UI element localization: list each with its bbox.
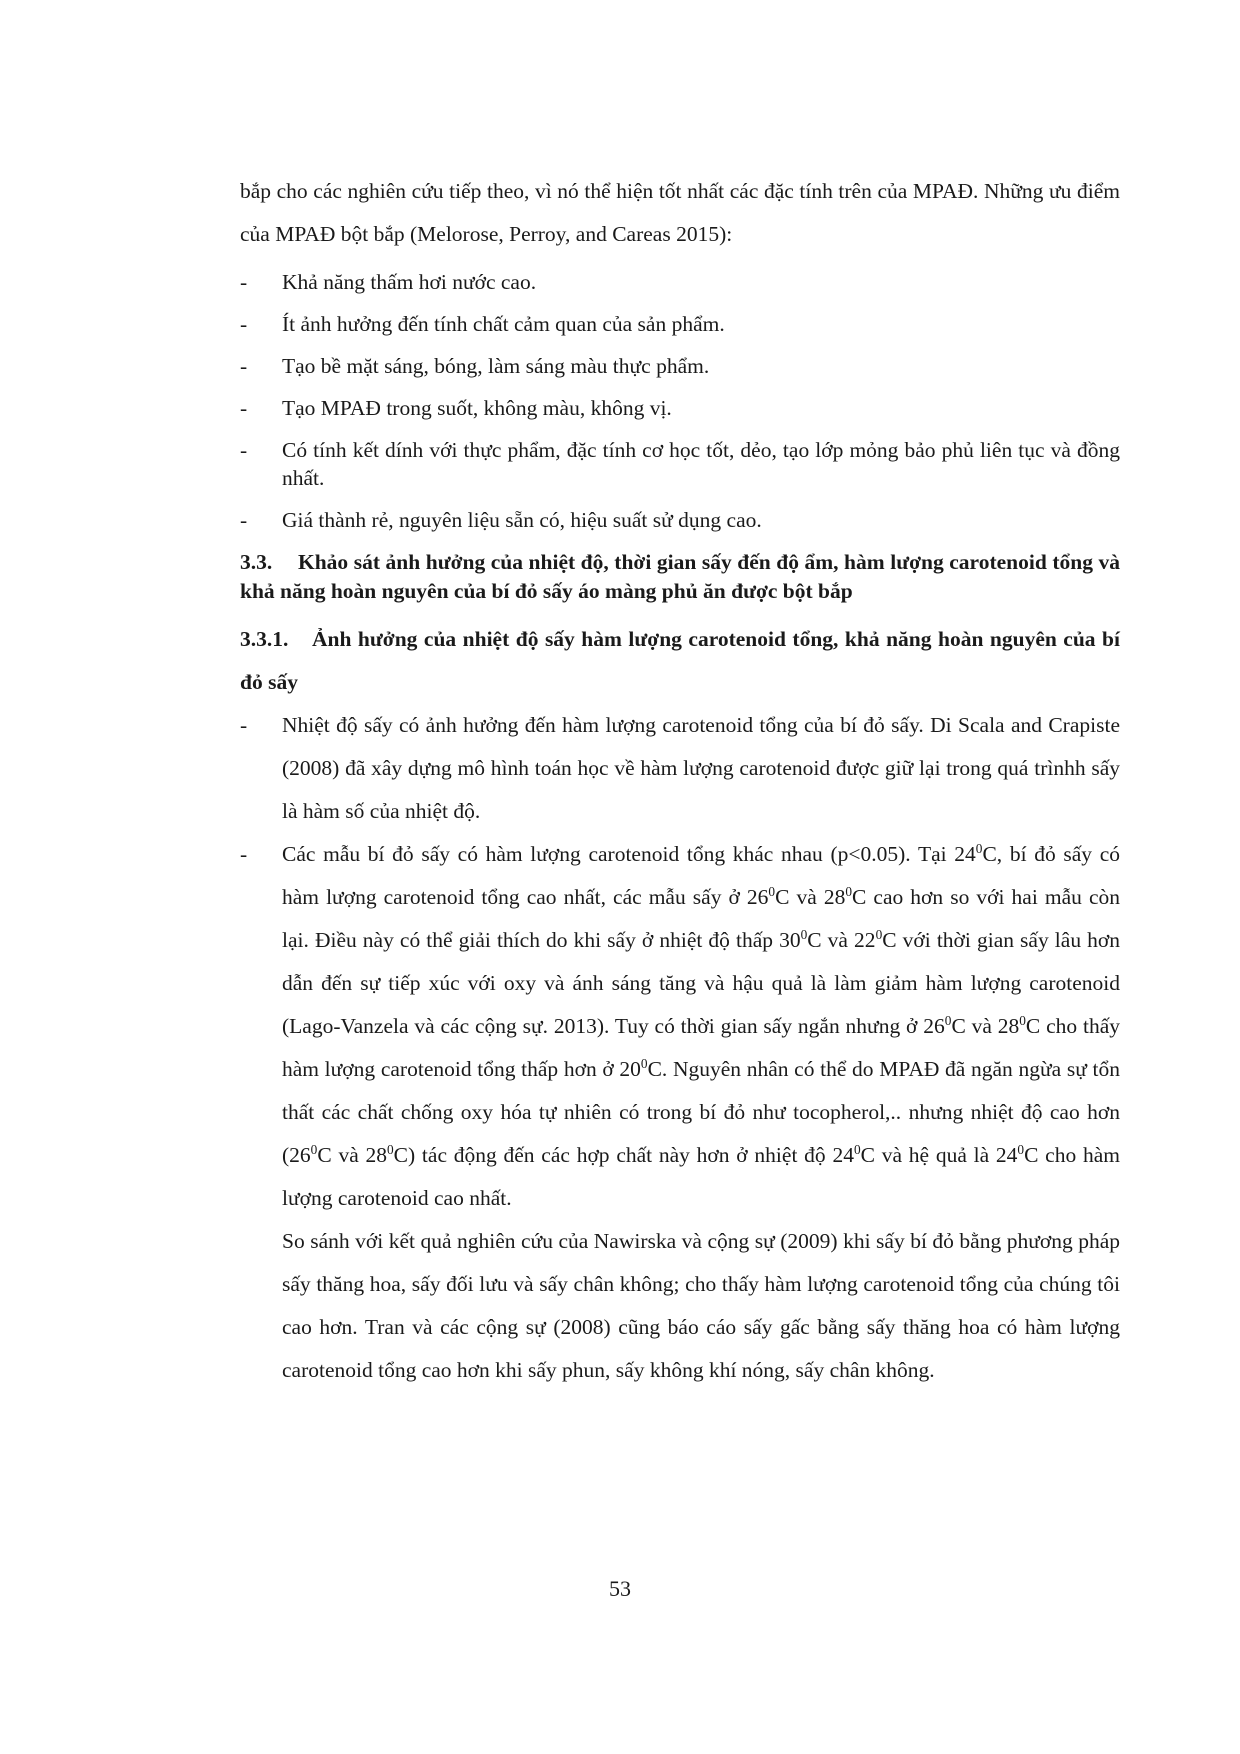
bullet-dash: -	[240, 713, 248, 737]
list-item-text: Khả năng thấm hơi nước cao.	[282, 270, 537, 294]
bullet-dash: -	[240, 396, 248, 420]
list-item	[240, 268, 1120, 296]
subsection-title: Ảnh hưởng của nhiệt độ sấy hàm lượng carotenoid tổng, khả năng hoàn nguyên của bí đỏ sấy	[240, 627, 1120, 694]
bullet-dash: -	[240, 508, 248, 532]
page-number: 53	[609, 1576, 631, 1601]
document-page	[240, 170, 1120, 1392]
bullet-dash: -	[240, 312, 248, 336]
list-item-text: Tạo MPAĐ trong suốt, không màu, không vị.	[282, 396, 672, 420]
list-item-text: Giá thành rẻ, nguyên liệu sẵn có, hiệu suất sử dụng cao.	[282, 508, 762, 532]
bullet-dash: -	[240, 438, 248, 462]
list-item-text: Các mẫu bí đỏ sấy có hàm lượng carotenoid tổng khác nhau (p<0.05). Tại $24^0C$, bí đỏ sấy có hàm lượng carotenoid tổng cao nhất, các mẫu sấy ở $26^0C$ và $28^0C$ cao hơn so với hai mẫu còn lại. Điều này có thể giải thích do khi sấy ở nhiệt độ thấp $30^0C$ và $22^0C$ với thời gian sấy lâu hơn dẫn đến sự tiếp xúc với oxy và ánh sáng tăng và hậu quả là làm giảm hàm lượng carotenoid (Lago-Vanzela và các cộng sự. 2013). Tuy có thời gian sấy ngắn nhưng ở $26^0C$ và $28^0C$ cho thấy hàm lượng carotenoid tổng thấp hơn ở $20^0C$. Nguyên nhân có thể do MPAĐ đã ngăn ngừa sự tổn thất các chất chống oxy hóa tự nhiên có trong bí đỏ như tocopherol,.. nhưng nhiệt độ cao hơn ($26^0C$ và $28^0C$) tác động đến các hợp chất này hơn ở nhiệt độ $24^0C$ và hệ quả là $24^0C$ cho hàm lượng carotenoid cao nhất.	[282, 840, 1121, 1210]
section-number: 3.3.	[240, 550, 273, 574]
list-item	[240, 394, 1120, 422]
list-item	[240, 704, 1120, 833]
list-item-text: Nhiệt độ sấy có ảnh hưởng đến hàm lượng carotenoid tổng của bí đỏ sấy. Di Scala and Crapiste (2008) đã xây dựng mô hình toán học về hàm lượng carotenoid được giữ lại trong quá trìnhh sấy là hàm số của nhiệt độ.	[282, 713, 1120, 823]
section-heading	[240, 548, 1120, 606]
findings-list	[240, 704, 1120, 1220]
list-item	[240, 310, 1120, 338]
list-item-text: Có tính kết dính với thực phẩm, đặc tính cơ học tốt, dẻo, tạo lớp mỏng bảo phủ liên tục và đồng nhất.	[282, 438, 1120, 490]
comparison-paragraph: So sánh với kết quả nghiên cứu của Nawirska và cộng sự (2009) khi sấy bí đỏ bằng phương pháp sấy thăng hoa, sấy đối lưu và sấy chân không; cho thấy hàm lượng carotenoid tổng của chúng tôi cao hơn. Tran và các cộng sự (2008) cũng báo cáo sấy gấc bằng sấy thăng hoa có hàm lượng carotenoid tổng cao hơn khi sấy phun, sấy không khí nóng, sấy chân không.	[282, 1229, 1120, 1382]
advantages-list	[240, 268, 1120, 534]
subsection-heading	[240, 618, 1120, 704]
intro-paragraph: bắp cho các nghiên cứu tiếp theo, vì nó thể hiện tốt nhất các đặc tính trên của MPAĐ. Những ưu điểm của MPAĐ bột bắp (Melorose, Perroy, and Careas 2015):	[240, 179, 1120, 246]
list-item	[240, 833, 1120, 1220]
list-item-text: Ít ảnh hưởng đến tính chất cảm quan của sản phẩm.	[282, 312, 725, 336]
list-item	[240, 352, 1120, 380]
subsection-number: 3.3.1.	[240, 627, 289, 651]
bullet-dash: -	[240, 842, 248, 866]
list-item-text: Tạo bề mặt sáng, bóng, làm sáng màu thực phẩm.	[282, 354, 710, 378]
section-title: Khảo sát ảnh hưởng của nhiệt độ, thời gian sấy đến độ ẩm, hàm lượng carotenoid tổng và khả năng hoàn nguyên của bí đỏ sấy áo màng phủ ăn được bột bắp	[240, 550, 1120, 603]
list-item	[240, 436, 1120, 492]
bullet-dash: -	[240, 354, 248, 378]
bullet-dash: -	[240, 270, 248, 294]
list-item	[240, 506, 1120, 534]
